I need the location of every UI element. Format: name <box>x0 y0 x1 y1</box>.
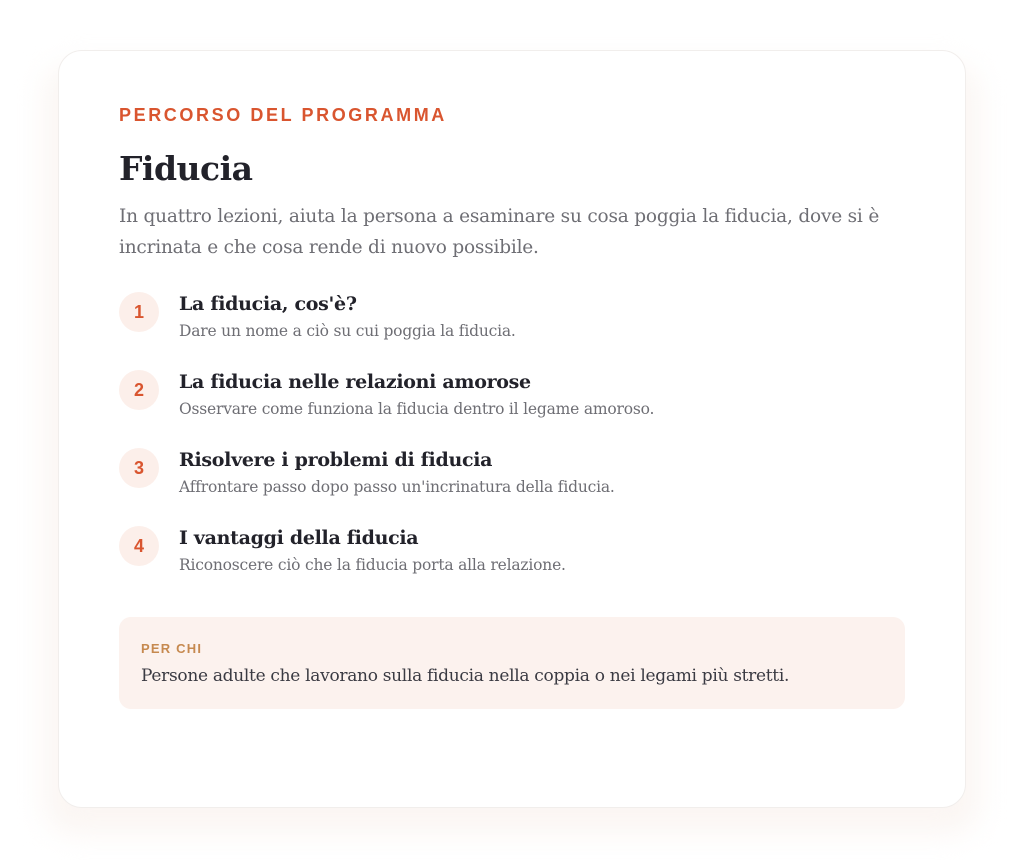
lesson-title: La fiducia, cos'è? <box>179 293 357 315</box>
lesson-text <box>179 291 516 343</box>
lesson-text <box>179 447 615 499</box>
lesson-item <box>119 291 905 369</box>
lesson-number-badge: 3 <box>119 448 159 488</box>
audience-text: Persone adulte che lavorano sulla fiducia nella coppia o nei legami più stretti. <box>141 666 790 686</box>
lesson-number-badge: 1 <box>119 292 159 332</box>
program-intro: In quattro lezioni, aiuta la persona a esaminare su cosa poggia la fiducia, dove si è incrinata e che cosa rende di nuovo possibile. <box>119 206 880 258</box>
lesson-title: I vantaggi della fiducia <box>179 527 419 549</box>
audience-label: PER CHI <box>141 641 203 656</box>
lesson-item <box>119 447 905 525</box>
program-card <box>58 50 966 808</box>
lesson-title: Risolvere i problemi di fiducia <box>179 449 493 471</box>
lesson-title: La fiducia nelle relazioni amorose <box>179 371 531 393</box>
lesson-item <box>119 525 905 603</box>
lesson-text <box>179 369 654 421</box>
program-title: Fiducia <box>119 149 253 188</box>
lesson-number-badge: 4 <box>119 526 159 566</box>
audience-box <box>119 617 905 709</box>
lesson-description: Dare un nome a ciò su cui poggia la fiducia. <box>179 322 516 340</box>
program-eyebrow: PERCORSO DEL PROGRAMMA <box>119 105 447 125</box>
lesson-description: Riconoscere ciò che la fiducia porta alla relazione. <box>179 556 566 574</box>
lesson-description: Affrontare passo dopo passo un'incrinatura della fiducia. <box>179 478 615 496</box>
lesson-item <box>119 369 905 447</box>
lesson-list <box>119 291 905 603</box>
lesson-description: Osservare come funziona la fiducia dentro il legame amoroso. <box>179 400 655 418</box>
lesson-number-badge: 2 <box>119 370 159 410</box>
lesson-text <box>179 525 566 577</box>
